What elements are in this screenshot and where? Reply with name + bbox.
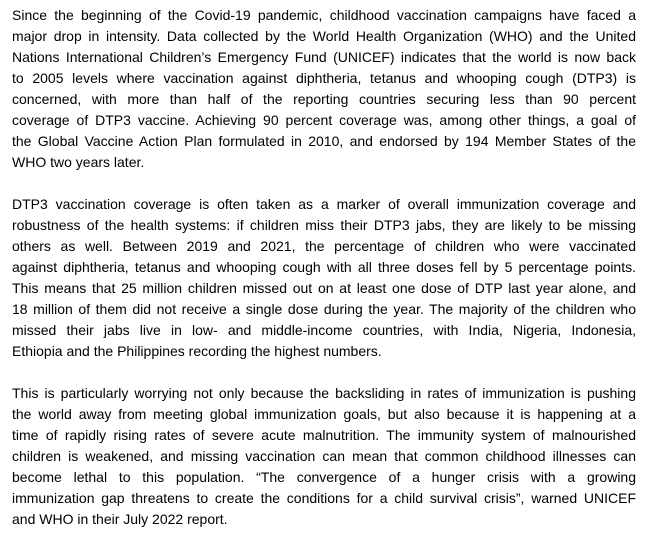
text-line: the world away from meeting global immunization goals, but also because it is happening at a [12,406,636,422]
text-line: others as well. Between 2019 and 2021, the percentage of children who were vaccinated [12,238,636,254]
text-line: children is weakened, and missing vaccination can mean that common childhood illnesses can [12,448,636,464]
paragraph [12,194,636,362]
text-line: coverage of DTP3 vaccine. Achieving 90 percent coverage was, among other things, a goal of [12,112,636,128]
text-line: to 2005 levels where vaccination against diphtheria, tetanus and whooping cough (DTP3) is [12,70,636,86]
text-line: become lethal to this population. “The convergence of a hunger crisis with a growing [12,469,636,485]
text-line: This means that 25 million children missed out on at least one dose of DTP last year alone, and [12,280,636,296]
text-line: This is particularly worrying not only because the backsliding in rates of immunization is pushing [12,385,636,401]
text-line: and WHO in their July 2022 report. [12,511,228,527]
text-line: Since the beginning of the Covid-19 pandemic, childhood vaccination campaigns have faced a [12,7,636,23]
article-body [12,5,636,551]
text-line: Nations International Children’s Emergency Fund (UNICEF) indicates that the world is now back [12,49,636,65]
text-line: Ethiopia and the Philippines recording the highest numbers. [12,343,382,359]
text-line: missed their jabs live in low- and middle-income countries, with India, Nigeria, Indonesia, [12,322,636,338]
text-line: WHO two years later. [12,154,145,170]
text-line: 18 million of them did not receive a single dose during the year. The majority of the children who [12,301,636,317]
text-line: major drop in intensity. Data collected by the World Health Organization (WHO) and the United [12,28,636,44]
text-line: time of rapidly rising rates of severe acute malnutrition. The immunity system of malnourished [12,427,636,443]
text-line: concerned, with more than half of the reporting countries securing less than 90 percent [12,91,636,107]
text-line: the Global Vaccine Action Plan formulated in 2010, and endorsed by 194 Member States of the [12,133,636,149]
text-line: against diphtheria, tetanus and whooping cough with all three doses fell by 5 percentage points. [12,259,636,275]
text-line: immunization gap threatens to create the conditions for a child survival crisis”, warned UNICEF [12,490,636,506]
text-line: robustness of the health systems: if children miss their DTP3 jabs, they are likely to be missing [12,217,636,233]
paragraph [12,383,636,530]
paragraph [12,5,636,173]
text-line: DTP3 vaccination coverage is often taken as a marker of overall immunization coverage and [12,196,636,212]
